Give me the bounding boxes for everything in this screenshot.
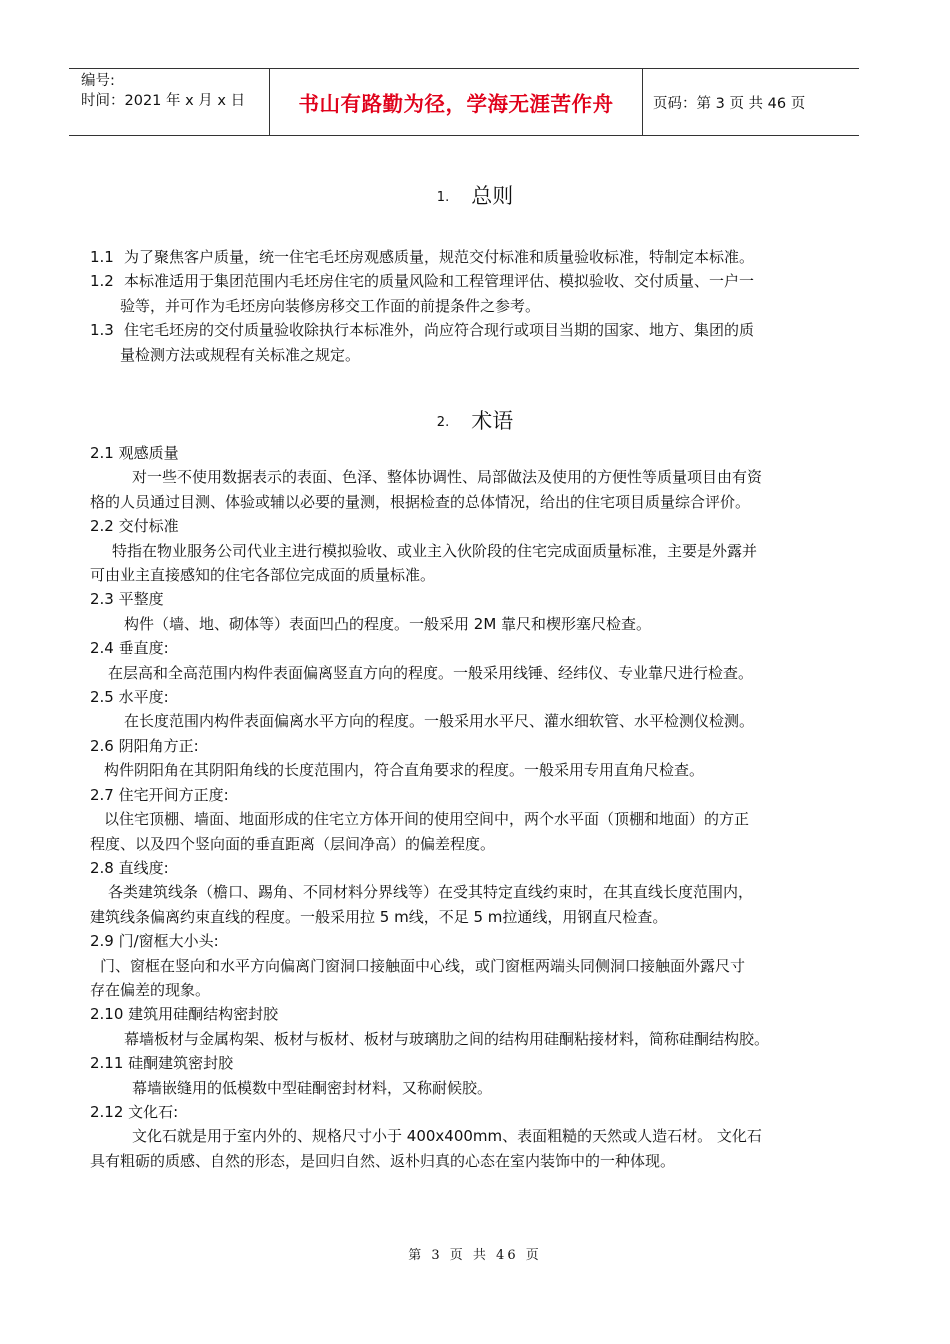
clause-line: 为了聚焦客户质量，统一住宅毛坯房观感质量，规范交付标准和质量验收标准，特制定本标准。: [124, 248, 755, 266]
section-1-items: [90, 245, 850, 367]
section-2-terms: [90, 441, 850, 1173]
clause-text: [124, 245, 850, 269]
definition-line: 在层高和全高范围内构件表面偏离竖直方向的程度。一般采用线锤、经纬仪、专业靠尺进行检查。: [108, 663, 754, 682]
clause-text: [120, 318, 850, 367]
document-time: 时间：2021 年 x 月 x 日: [81, 93, 246, 109]
definition-line: 幕墙板材与金属构架、板材与板材、板材与玻璃肋之间的结构用硅酮粘接材料，简称硅酮结构胶。: [124, 1029, 770, 1048]
clause-line: 本标准适用于集团范围内毛坯房住宅的质量风险和工程管理评估、模拟验收、交付质量、一户一: [124, 272, 755, 291]
definition-line: 以住宅顶棚、墙面、地面形成的住宅立方体开间的使用空间中，两个水平面（顶棚和地面）的方正: [104, 810, 750, 829]
definition-line: 对一些不使用数据表示的表面、色泽、整体协调性、局部做法及使用的方便性等质量项目由有资: [132, 468, 763, 487]
page-footer: 第 3 页 共 46 页: [408, 1248, 542, 1263]
definition-line: 构件（墙、地、砌体等）表面凹凸的程度。一般采用 2M 靠尺和楔形塞尺检查。: [124, 614, 652, 633]
section-2-title: [0, 405, 950, 435]
definition-line: 具有粗砺的质感、自然的形态，是回归自然、返朴归真的心态在室内装饰中的一种体现。: [90, 1151, 676, 1170]
clause-line: 量检测方法或规程有关标准之规定。: [120, 345, 361, 364]
term-definition: [90, 758, 850, 782]
header-page-number: 页码：第 3 页 共 46 页: [653, 95, 806, 112]
term-definition: [90, 661, 850, 685]
definition-line: 文化石就是用于室内外的、规格尺寸小于 400x400mm、表面粗糙的天然或人造石材。 文化石: [132, 1127, 762, 1146]
term-definition: [90, 1124, 850, 1173]
term-heading: 2.3 平整度: [90, 590, 164, 609]
clause-item: [90, 245, 850, 269]
document-code: 编号:: [81, 73, 115, 89]
term-heading: 2.2 交付标准: [90, 517, 179, 536]
definition-line: 各类建筑线条（檐口、踢角、不同材料分界线等）在受其特定直线约束时，在其直线长度范围内，: [108, 883, 754, 902]
definition-line: 构件阴阳角在其阴阳角线的长度范围内，符合直角要求的程度。一般采用专用直角尺检查。: [104, 761, 705, 780]
term-definition: [90, 539, 850, 588]
clause-number: 1.2: [90, 272, 114, 291]
definition-line: 特指在物业服务公司代业主进行模拟验收、或业主入伙阶段的住宅完成面质量标准，主要是外露并: [112, 541, 758, 560]
term-heading: 2.1 观感质量: [90, 444, 179, 462]
section-1-number: 1.: [436, 190, 450, 205]
term-definition: [90, 1027, 850, 1051]
clause-item: [90, 269, 850, 318]
term-heading: 2.7 住宅开间方正度:: [90, 785, 229, 804]
definition-line: 可由业主直接感知的住宅各部位完成面的质量标准。: [90, 566, 436, 585]
section-1-heading: 总则: [471, 184, 514, 208]
term-heading: 2.10 建筑用硅酮结构密封胶: [90, 1005, 279, 1024]
header-motto: 书山有路勤为径，学海无涯苦作舟: [270, 69, 643, 135]
definition-line: 门、窗框在竖向和水平方向偏离门窗洞口接触面中心线，或门窗框两端头同侧洞口接触面外露尺寸: [100, 956, 746, 975]
section-2-number: 2.: [436, 415, 450, 430]
page-header: [69, 68, 859, 136]
definition-line: 存在偏差的现象。: [90, 980, 211, 999]
definition-line: 在长度范围内构件表面偏离水平方向的程度。一般采用水平尺、灌水细软管、水平检测仪检测。: [124, 712, 755, 731]
term-definition: [90, 709, 850, 733]
definition-line: 格的人员通过目测、体验或辅以必要的量测，根据检查的总体情况，给出的住宅项目质量综合评价。: [90, 492, 751, 511]
clause-item: [90, 318, 850, 367]
clause-number: 1.3: [90, 321, 114, 340]
clause-number: 1.1: [90, 248, 114, 266]
definition-line: 建筑线条偏离约束直线的程度。一般采用拉 5 m线，不足 5 m拉通线，用钢直尺检查。: [90, 907, 668, 926]
header-meta: [69, 69, 270, 135]
clause-text: [120, 269, 850, 318]
section-2-heading: 术语: [471, 409, 514, 433]
term-definition: [90, 465, 850, 514]
term-heading: 2.6 阴阳角方正:: [90, 736, 199, 755]
term-heading: 2.9 门/窗框大小头:: [90, 932, 219, 951]
term-heading: 2.4 垂直度:: [90, 639, 169, 658]
term-definition: [90, 954, 850, 1003]
section-1-title: [0, 180, 950, 210]
term-heading: 2.12 文化石:: [90, 1102, 179, 1121]
term-definition: [90, 807, 850, 856]
definition-line: 幕墙嵌缝用的低模数中型硅酮密封材料，又称耐候胶。: [132, 1078, 493, 1097]
term-heading: 2.5 水平度:: [90, 688, 169, 707]
clause-line: 住宅毛坯房的交付质量验收除执行本标准外，尚应符合现行或项目当期的国家、地方、集团的质: [124, 321, 755, 340]
term-definition: [90, 612, 850, 636]
term-heading: 2.11 硅酮建筑密封胶: [90, 1054, 234, 1073]
clause-line: 验等，并可作为毛坯房向装修房移交工作面的前提条件之参考。: [120, 296, 541, 315]
term-definition: [90, 880, 850, 929]
definition-line: 程度、以及四个竖向面的垂直距离（层间净高）的偏差程度。: [90, 834, 496, 853]
term-heading: 2.8 直线度:: [90, 858, 169, 877]
term-definition: [90, 1076, 850, 1100]
